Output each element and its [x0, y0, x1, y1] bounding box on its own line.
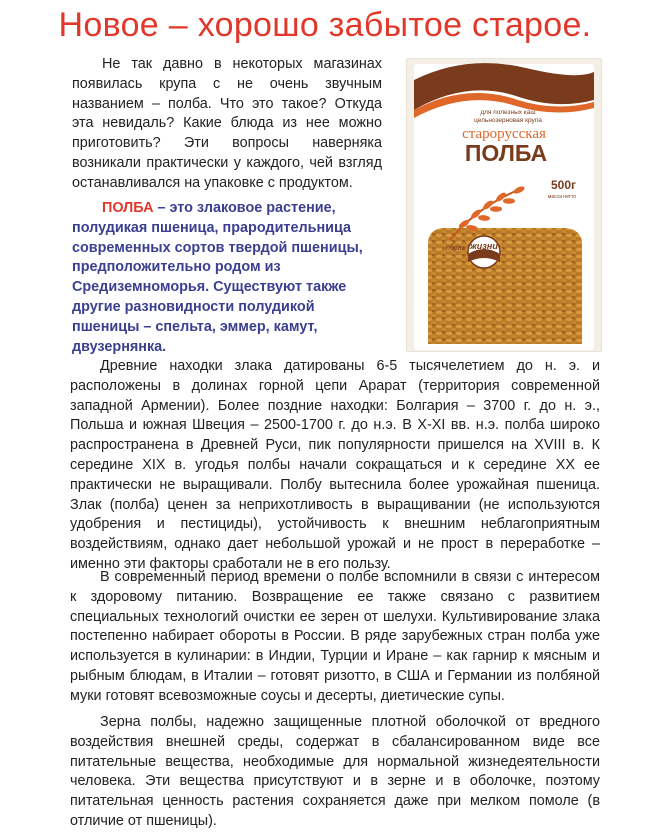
paragraph-modern: В современный период времени о полбе вспомнили в связи с интересом к здоровому питанию. Возвращение ее также связано с развитием специальных технологий очистки ее зерен от шелухи. Культивирование злака постепенно набирает обороты в России. В ряде зарубежных стран полба уже используется в кулинарии: в Индии, Турции и Иране – как гарнир к мясным и рыбным блюдам, в Италии – готовят ризотто, в США и Германии из полбяной муки готовят всевозможные соусы и десерты, диетические супы. — [70, 569, 600, 704]
package-weight: 500г — [550, 178, 576, 192]
logo-prefix: образ — [446, 245, 465, 252]
paragraph-nutrition: Зерна полбы, надежно защищенные плотной оболочкой от вредного воздействия внешней среды, содержат в сбалансированном виде все питательные вещества, необходимые для нормальной жизнедеятельности человека. Эти вещества присутствуют и в зерне и в оболочке, поэтому питательная ценность растения сохраняется даже при мелком помоле (в отличие от пшеницы). — [70, 714, 600, 829]
brand-logo — [468, 236, 500, 268]
page-title: Новое – хорошо забытое старое. — [58, 6, 592, 44]
package-tagline-2: цельнозерновая крупа — [474, 117, 542, 124]
intro-paragraph: Не так давно в некоторых магазинах появилась крупа с не очень звучным названием – полба. Что это такое? Откуда эта невидаль? Какие блюда из нее можно приготовить? Эти вопросы наверняка возникали практически у каждого, чей взгляд останавливался на упаковке с продуктом. — [72, 56, 382, 191]
package-tagline-1: для полезных каш — [480, 109, 536, 116]
package-brand-line: старорусская — [462, 126, 546, 142]
product-package-image — [406, 58, 602, 352]
definition-text: – это злаковое растение, полудикая пшеница, прародительница современных сортов твердой пшеницы, предположительно родом из Средиземноморья. Существуют также другие разновидности полудикой пшеницы – спельта, эммер, камут, двузернянка. — [72, 200, 363, 355]
definition-term: ПОЛБА — [102, 200, 154, 216]
definition-block — [72, 199, 382, 357]
package-weight-note: масса нетто — [547, 194, 576, 200]
logo-word: жизни — [470, 241, 498, 251]
paragraph-history: Древние находки злака датированы 6-5 тысячелетием до н. э. и расположены в долинах горной цепи Арарат (территория современной западной Армении). Более поздние находки: Болгария – 3700 г. до н. э., Польша и южная Швеция – 2500-1700 г. до н.э. В X-XI вв. н.э. полба широко распространена в Древней Руси, пик популярности пришелся на XVIII в. К середине XIX в. угодья полбы начали сокращаться и к середине XX ее практически не выращивали. Полбу вытеснила более урожайная пшеница. Злак (полба) ценен за неприхотливость в выращивании (не используются удобрения и пестициды), устойчивость к внешним неблагоприятным воздействиям, однако дает небольшой урожай и не прост в переработке – именно эти факторы сработали не в его пользу. — [70, 358, 600, 572]
package-product-name: ПОЛБА — [464, 140, 548, 166]
